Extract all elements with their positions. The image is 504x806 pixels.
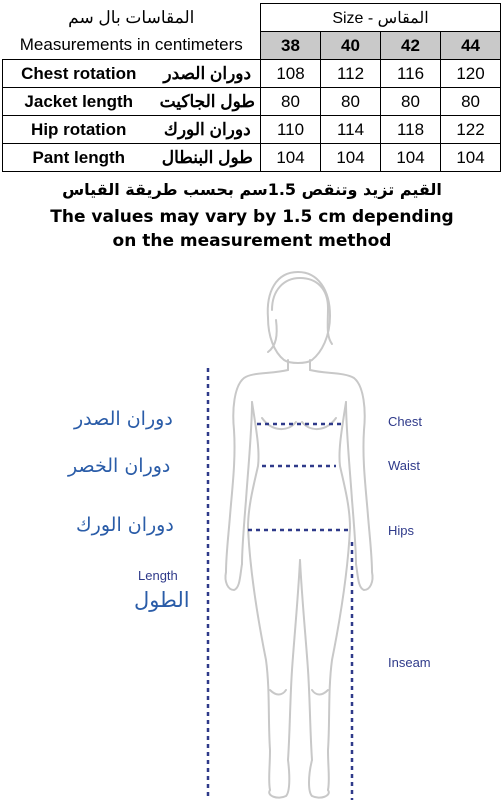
jacket-42: 80 bbox=[381, 88, 441, 116]
hip-44: 122 bbox=[441, 116, 501, 144]
header-measurements-english: Measurements in centimeters bbox=[3, 32, 261, 60]
label-length-ar: الطول bbox=[134, 588, 190, 612]
row-label-hip-ar: دوران الورك bbox=[155, 116, 261, 144]
size-38: 38 bbox=[261, 32, 321, 60]
jacket-44: 80 bbox=[441, 88, 501, 116]
row-label-jacket-ar: طول الجاكيت bbox=[155, 88, 261, 116]
variance-note-line1: The values may vary by 1.5 cm depending bbox=[50, 207, 454, 227]
label-chest-ar: دوران الصدر bbox=[74, 408, 173, 430]
size-title: Size - المقاس bbox=[261, 4, 501, 32]
size-42: 42 bbox=[381, 32, 441, 60]
hip-42: 118 bbox=[381, 116, 441, 144]
variance-note-english bbox=[0, 205, 504, 253]
pant-38: 104 bbox=[261, 144, 321, 172]
row-label-pant-ar: طول البنطال bbox=[155, 144, 261, 172]
hip-40: 114 bbox=[321, 116, 381, 144]
size-chart-table bbox=[2, 3, 501, 172]
chest-44: 120 bbox=[441, 60, 501, 88]
table-row bbox=[3, 144, 501, 172]
chest-42: 116 bbox=[381, 60, 441, 88]
label-waist-ar: دوران الخصر bbox=[68, 455, 171, 477]
pant-44: 104 bbox=[441, 144, 501, 172]
chest-38: 108 bbox=[261, 60, 321, 88]
table-row bbox=[3, 60, 501, 88]
label-length-en: Length bbox=[138, 568, 178, 583]
measurement-figure bbox=[0, 260, 504, 802]
label-hip-ar: دوران الورك bbox=[76, 514, 174, 536]
body-outline bbox=[225, 272, 372, 798]
label-chest-en: Chest bbox=[388, 414, 422, 429]
row-label-chest-ar: دوران الصدر bbox=[155, 60, 261, 88]
hip-38: 110 bbox=[261, 116, 321, 144]
variance-note-arabic: القيم تزيد وتنقص 1.5سم بحسب طريقة القياس bbox=[62, 180, 442, 199]
row-label-hip: Hip rotation bbox=[3, 116, 155, 144]
label-hips-en: Hips bbox=[388, 523, 415, 538]
row-label-jacket: Jacket length bbox=[3, 88, 155, 116]
size-44: 44 bbox=[441, 32, 501, 60]
table-row bbox=[3, 88, 501, 116]
jacket-38: 80 bbox=[261, 88, 321, 116]
pant-42: 104 bbox=[381, 144, 441, 172]
label-inseam-en: Inseam bbox=[388, 655, 431, 670]
measurement-guides bbox=[208, 368, 352, 800]
header-measurements-arabic: المقاسات بال سم bbox=[3, 4, 261, 32]
table-row bbox=[3, 116, 501, 144]
variance-note-line2: on the measurement method bbox=[112, 231, 392, 251]
pant-40: 104 bbox=[321, 144, 381, 172]
row-label-chest: Chest rotation bbox=[3, 60, 155, 88]
jacket-40: 80 bbox=[321, 88, 381, 116]
size-40: 40 bbox=[321, 32, 381, 60]
chest-40: 112 bbox=[321, 60, 381, 88]
row-label-pant: Pant length bbox=[3, 144, 155, 172]
label-waist-en: Waist bbox=[388, 458, 421, 473]
